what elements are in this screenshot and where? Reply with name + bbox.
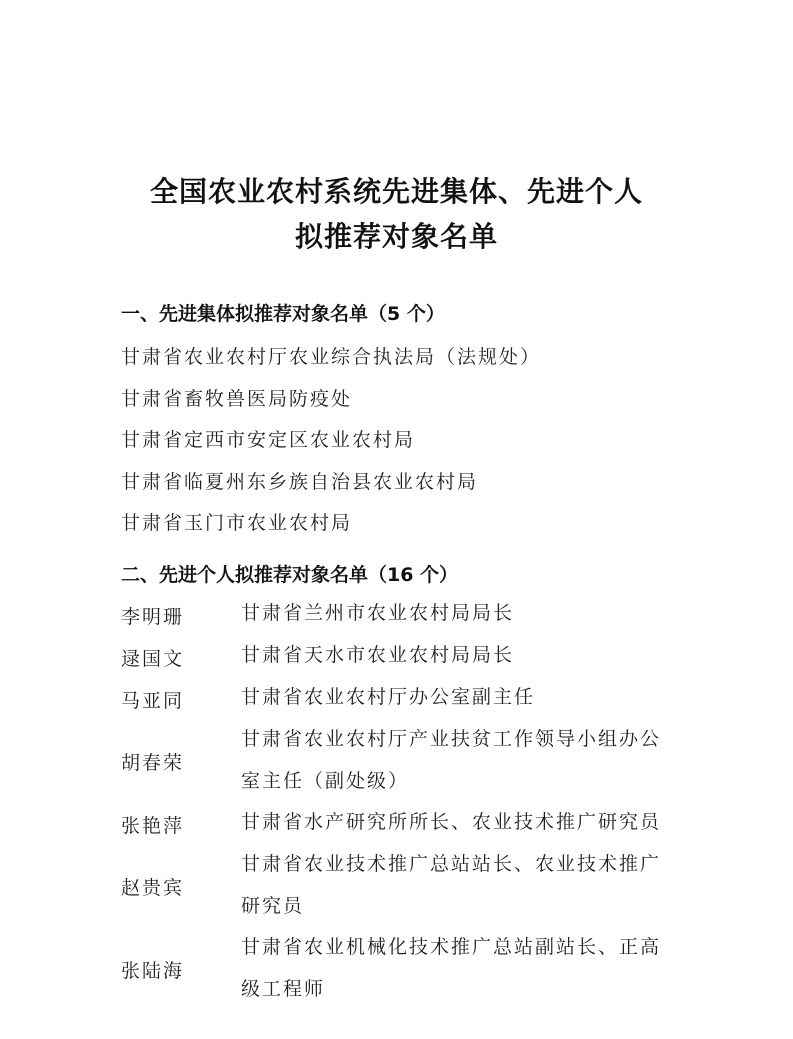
person-title: 甘肃省农业农村厅办公室副主任 xyxy=(241,686,536,708)
person-title: 甘肃省农业农村厅产业扶贫工作领导小组办公室主任（副处级） xyxy=(241,728,662,792)
document-title-line2: 拟推荐对象名单 xyxy=(294,220,498,253)
section1-heading: 一、先进集体拟推荐对象名单（5 个） xyxy=(121,303,445,325)
person-title: 甘肃省兰州市农业农村局局长 xyxy=(241,602,515,624)
collective-item: 甘肃省农业农村厅农业综合执法局（法规处） xyxy=(121,346,542,368)
person-name: 胡春荣 xyxy=(121,752,185,774)
person-name: 张艳萍 xyxy=(121,815,185,837)
person-name: 逯国文 xyxy=(121,648,185,670)
person-name: 赵贵宾 xyxy=(121,877,185,899)
person-name: 张陆海 xyxy=(121,960,185,982)
collective-item: 甘肃省定西市安定区农业农村局 xyxy=(121,429,416,451)
person-title: 甘肃省天水市农业农村局局长 xyxy=(241,644,515,666)
person-name: 李明珊 xyxy=(121,606,185,628)
person-title: 甘肃省水产研究所所长、农业技术推广研究员 xyxy=(241,811,662,833)
collective-item: 甘肃省玉门市农业农村局 xyxy=(121,512,353,534)
document-title-line1: 全国农业农村系统先进集体、先进个人 xyxy=(149,175,643,208)
collective-item: 甘肃省临夏州东乡族自治县农业农村局 xyxy=(121,471,479,493)
person-name: 马亚同 xyxy=(121,690,185,712)
person-title: 甘肃省农业机械化技术推广总站副站长、正高级工程师 xyxy=(241,936,662,1000)
person-title: 甘肃省农业技术推广总站站长、农业技术推广研究员 xyxy=(241,853,662,917)
collective-item: 甘肃省畜牧兽医局防疫处 xyxy=(121,388,353,410)
section2-heading: 二、先进个人拟推荐对象名单（16 个） xyxy=(121,564,459,586)
